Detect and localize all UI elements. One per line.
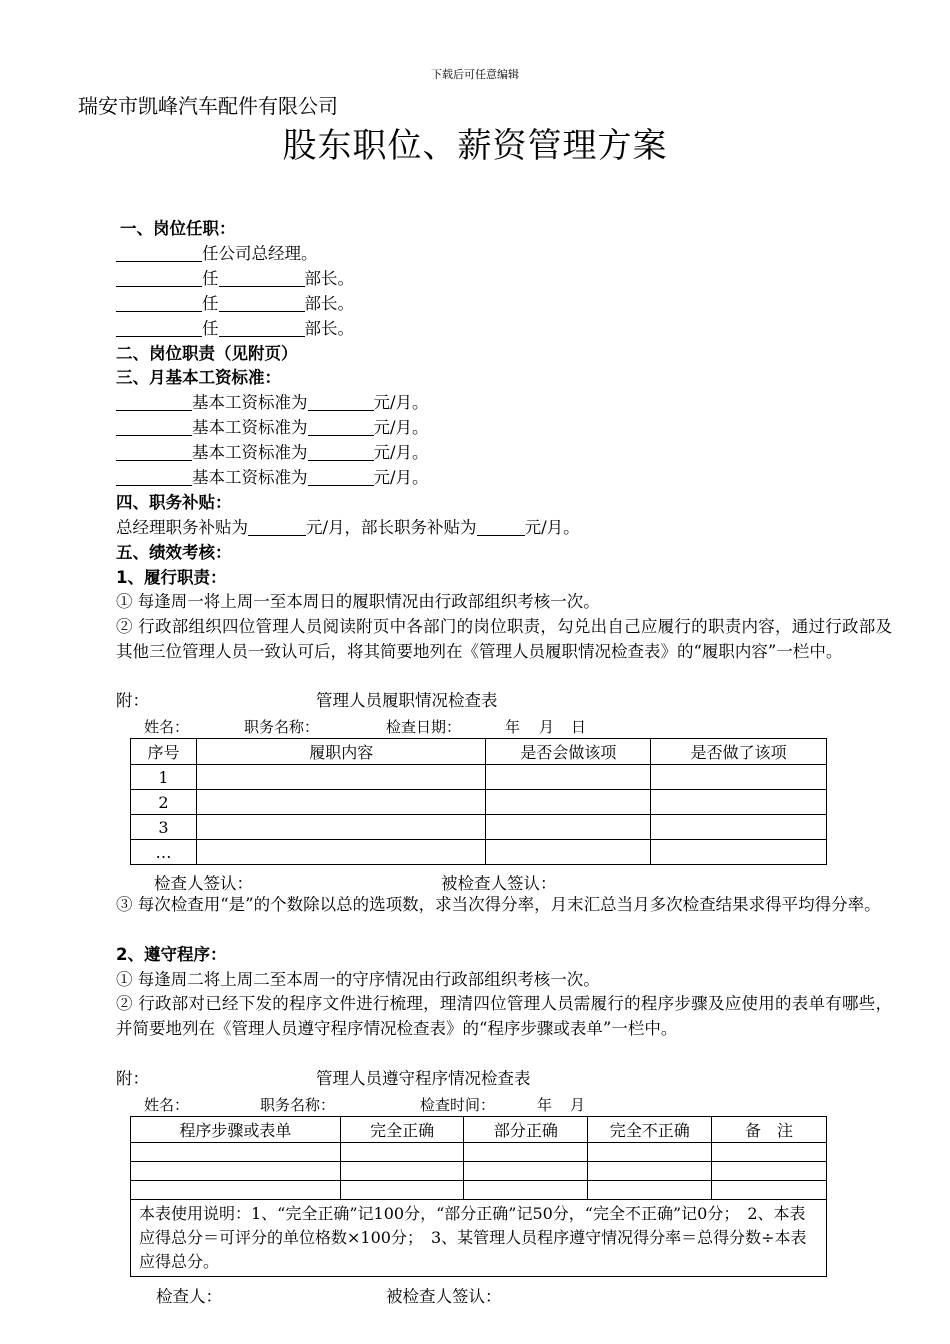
t1-meta-job: 职务名称： xyxy=(244,718,320,736)
salary-post: 元/月。 xyxy=(373,443,429,462)
t2-meta-job: 职务名称： xyxy=(260,1096,336,1114)
blank-field xyxy=(219,320,305,337)
header-cell: 履职内容 xyxy=(196,739,486,765)
salary-pre: 基本工资标准为 xyxy=(192,443,308,462)
header-cell: 是否会做该项 xyxy=(486,739,651,765)
table-header-row xyxy=(131,739,827,765)
table-row xyxy=(131,765,827,790)
t2-meta-year: 年 xyxy=(537,1096,553,1114)
buzhang-text: 部长。 xyxy=(304,294,354,313)
salary-pre: 基本工资标准为 xyxy=(192,418,308,437)
blank-field xyxy=(308,419,374,436)
t2-sign-inspector: 检查人： xyxy=(156,1287,222,1306)
t1-sign-inspector: 检查人签认： xyxy=(154,874,253,893)
t1-meta-month: 月 xyxy=(539,718,555,736)
blank-field xyxy=(116,444,192,461)
table-row xyxy=(131,1162,827,1181)
table-cell[interactable] xyxy=(196,840,486,865)
header-cell: 完全正确 xyxy=(340,1117,464,1143)
t1-meta-date: 检查日期： xyxy=(386,718,462,736)
salary-line-3 xyxy=(116,441,429,465)
procedure-check-table xyxy=(130,1116,827,1277)
table-cell[interactable] xyxy=(712,1181,827,1200)
allowance-line xyxy=(116,516,580,540)
header-note: 下载后可任意编辑 xyxy=(431,68,519,81)
table-cell[interactable] xyxy=(486,790,651,815)
blank-field xyxy=(308,394,374,411)
table-cell[interactable] xyxy=(131,1181,341,1200)
table-cell[interactable] xyxy=(486,815,651,840)
t1-meta-year: 年 xyxy=(505,718,521,736)
p2-item-2: ② 行政部对已经下发的程序文件进行梳理，理清四位管理人员需履行的程序步骤及应使用的表单有哪些，并简要地列在《管理人员遵守程序情况检查表》的“程序步骤或表单”一栏中。 xyxy=(116,994,892,1038)
section-3-heading: 三、月基本工资标准： xyxy=(116,368,281,387)
subsection-2-heading: 2、遵守程序： xyxy=(116,945,227,964)
p2-item-1: ① 每逢周二将上周二至本周一的守序情况由行政部组织考核一次。 xyxy=(116,970,600,989)
table-cell[interactable] xyxy=(464,1143,588,1162)
section-2-heading: 二、岗位职责（见附页） xyxy=(116,344,298,363)
blank-field xyxy=(116,320,202,337)
p2-fu: 附： xyxy=(116,1069,149,1088)
table-usage-note: 本表使用说明：1、“完全正确”记100分，“部分正确”记50分，“完全不正确”记0分； 2、本表应得总分＝可评分的单位格数×100分； 3、某管理人员程序遵守情况得分率＝总得分数÷本表应得总分。 xyxy=(131,1200,827,1277)
t1-meta-day: 日 xyxy=(571,718,587,736)
p1-item-3: ③ 每次检查用“是”的个数除以总的选项数，求当次得分率，月末汇总当月多次检查结果求得平均得分率。 xyxy=(116,895,881,914)
table-cell[interactable] xyxy=(131,1143,341,1162)
table-cell[interactable] xyxy=(340,1181,464,1200)
table-cell[interactable] xyxy=(464,1181,588,1200)
table-row xyxy=(131,1143,827,1162)
salary-post: 元/月。 xyxy=(373,418,429,437)
table-row xyxy=(131,790,827,815)
row-number: … xyxy=(131,840,197,865)
t2-meta-time: 检查时间： xyxy=(420,1096,496,1114)
salary-post: 元/月。 xyxy=(373,393,429,412)
salary-pre: 基本工资标准为 xyxy=(192,468,308,487)
t1-meta-name: 姓名： xyxy=(144,718,190,736)
table-cell[interactable] xyxy=(196,790,486,815)
blank-field xyxy=(116,270,202,287)
position-line-3 xyxy=(116,292,354,316)
duty-check-table xyxy=(130,738,827,865)
allowance-t3: 元/月。 xyxy=(524,518,580,537)
salary-line-1 xyxy=(116,391,429,415)
table-cell[interactable] xyxy=(131,1162,341,1181)
t2-meta-name: 姓名： xyxy=(144,1096,190,1114)
table-cell[interactable] xyxy=(486,765,651,790)
table-note-row xyxy=(131,1200,827,1277)
table-row xyxy=(131,815,827,840)
table-row xyxy=(131,840,827,865)
ren-text: 任 xyxy=(202,294,219,313)
salary-line-4 xyxy=(116,466,429,490)
page-title: 股东职位、薪资管理方案 xyxy=(282,126,668,166)
blank-field xyxy=(308,469,374,486)
blank-field xyxy=(477,519,525,536)
ren-text: 任 xyxy=(202,269,219,288)
table-cell[interactable] xyxy=(712,1162,827,1181)
header-cell: 备 注 xyxy=(712,1117,827,1143)
position-line-1 xyxy=(116,242,318,266)
row-number: 1 xyxy=(131,765,197,790)
salary-post: 元/月。 xyxy=(373,468,429,487)
position-line-4 xyxy=(116,317,354,341)
header-cell: 是否做了该项 xyxy=(651,739,827,765)
allowance-t2: 元/月，部长职务补贴为 xyxy=(306,518,477,537)
blank-field xyxy=(219,270,305,287)
header-cell: 序号 xyxy=(131,739,197,765)
blank-field xyxy=(116,394,192,411)
section-4-heading: 四、职务补贴： xyxy=(116,493,232,512)
blank-field xyxy=(219,295,305,312)
table-cell[interactable] xyxy=(340,1162,464,1181)
t1-sign-inspected: 被检查人签认： xyxy=(441,874,557,893)
header-cell: 部分正确 xyxy=(464,1117,588,1143)
table-header-row xyxy=(131,1117,827,1143)
blank-field xyxy=(116,469,192,486)
blank-field xyxy=(116,419,192,436)
header-cell: 程序步骤或表单 xyxy=(131,1117,341,1143)
table-2-title: 管理人员遵守程序情况检查表 xyxy=(316,1069,531,1088)
header-cell: 完全不正确 xyxy=(588,1117,712,1143)
table-cell[interactable] xyxy=(651,790,827,815)
section-5-heading: 五、绩效考核： xyxy=(116,543,232,562)
allowance-t1: 总经理职务补贴为 xyxy=(116,518,248,537)
ren-text: 任 xyxy=(202,319,219,338)
row-number: 3 xyxy=(131,815,197,840)
blank-field xyxy=(116,245,202,262)
section-1-heading: 一、岗位任职： xyxy=(120,219,236,238)
table-cell[interactable] xyxy=(340,1143,464,1162)
table-cell[interactable] xyxy=(651,815,827,840)
blank-field xyxy=(308,444,374,461)
p1-fu: 附： xyxy=(116,691,149,710)
blank-field xyxy=(248,519,306,536)
p1-item-2: ② 行政部组织四位管理人员阅读附页中各部门的岗位职责，勾兑出自己应履行的职责内容，通过行政部及其他三位管理人员一致认可后，将其简要地列在《管理人员履职情况检查表》的“履职内容”一栏中。 xyxy=(116,617,892,661)
table-cell[interactable] xyxy=(712,1143,827,1162)
position-line-2 xyxy=(116,267,354,291)
table-cell[interactable] xyxy=(651,765,827,790)
table-cell[interactable] xyxy=(588,1162,712,1181)
table-cell[interactable] xyxy=(196,765,486,790)
table-cell[interactable] xyxy=(196,815,486,840)
buzhang-text: 部长。 xyxy=(304,269,354,288)
row-number: 2 xyxy=(131,790,197,815)
table-cell[interactable] xyxy=(588,1143,712,1162)
table-row xyxy=(131,1181,827,1200)
subsection-1-heading: 1、履行职责： xyxy=(116,568,227,587)
table-cell[interactable] xyxy=(588,1181,712,1200)
company-name: 瑞安市凯峰汽车配件有限公司 xyxy=(78,94,338,118)
table-1-title: 管理人员履职情况检查表 xyxy=(316,691,498,710)
t2-meta-month: 月 xyxy=(570,1096,586,1114)
t2-sign-inspected: 被检查人签认： xyxy=(386,1287,502,1306)
salary-pre: 基本工资标准为 xyxy=(192,393,308,412)
position-text: 任公司总经理。 xyxy=(202,244,318,263)
salary-line-2 xyxy=(116,416,429,440)
blank-field xyxy=(116,295,202,312)
table-cell[interactable] xyxy=(651,840,827,865)
p1-item-1: ① 每逢周一将上周一至本周日的履职情况由行政部组织考核一次。 xyxy=(116,592,600,611)
buzhang-text: 部长。 xyxy=(304,319,354,338)
table-cell[interactable] xyxy=(486,840,651,865)
table-cell[interactable] xyxy=(464,1162,588,1181)
